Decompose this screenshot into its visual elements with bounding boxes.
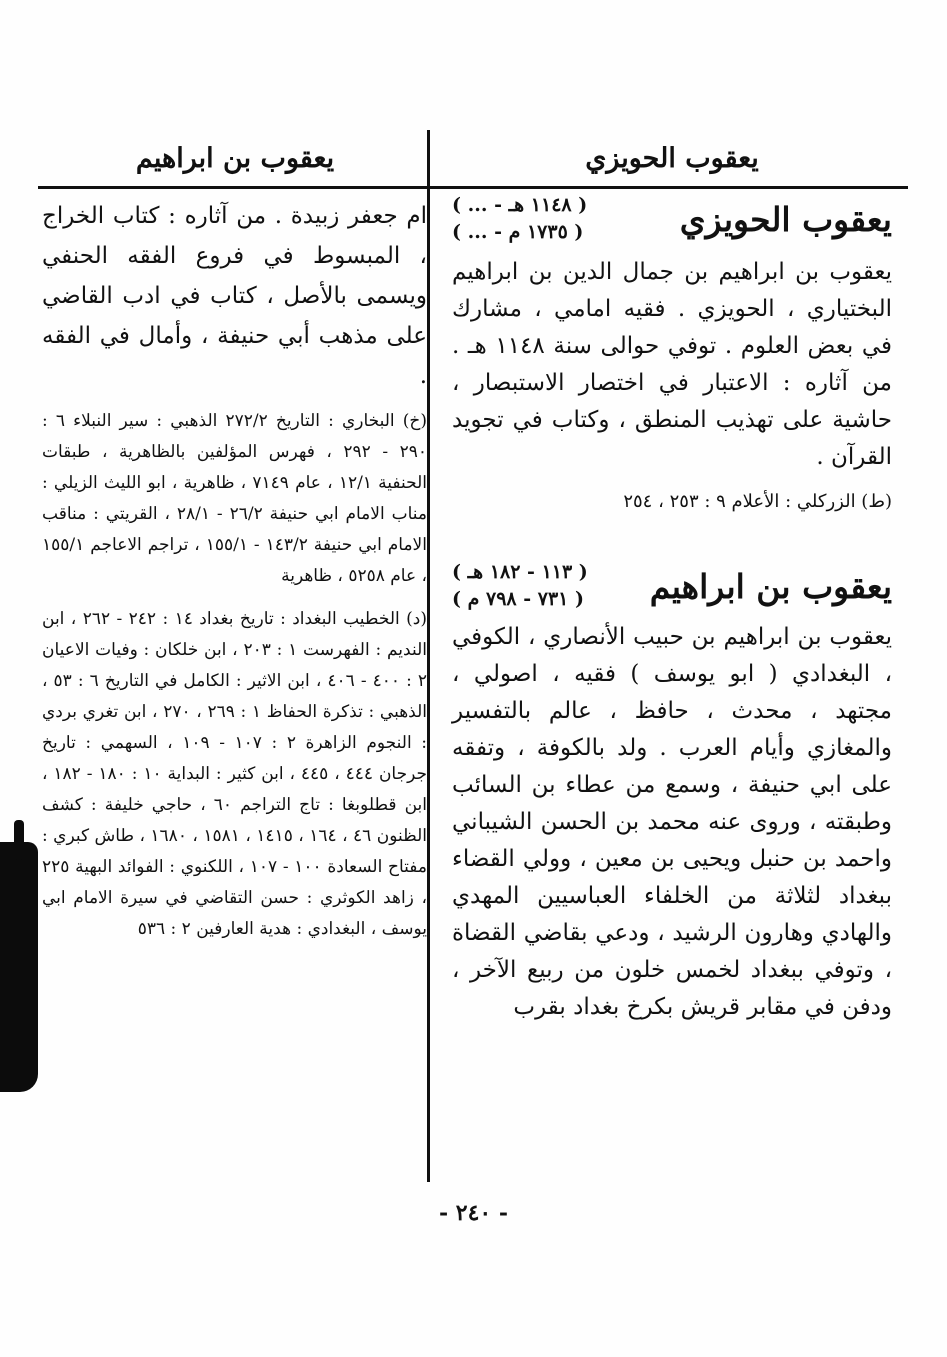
- entry-name: يعقوب الحويزي: [679, 199, 892, 239]
- entry-references: (ط) الزركلي : الأعلام ٩ : ٢٥٣ ، ٢٥٤: [623, 491, 892, 512]
- dates-hijri: ( ١١٣ - ١٨٢ هـ ): [452, 561, 588, 583]
- entry-body: يعقوب بن ابراهيم بن حبيب الأنصاري ، الكوفي ، البغدادي ( ابو يوسف ) فقيه ، اصولي ، مجتهد ، محدث ، حافظ ، عالم بالتفسير والمغازي وأيام العرب . ولد بالكوفة ، وتفقه على ابي حنيفة ، وسمع من عطاء بن السائب وطبقته ، وروى عنه محمد بن الحسن الشيباني واحمد بن حنبل ويحيى بن معين ، وولي القضاء ببغداد لثلاثة من الخلفاء العباسيين المهدي والهادي وهارون الرشيد ، ودعي بقاضي القضاة ، وتوفي ببغداد لخمس خلون من ربيع الآخر ، ودفن في مقابر قريش بكرخ بغداد بقرب: [452, 624, 892, 1020]
- left-column: [42, 196, 427, 945]
- entry-body: يعقوب بن ابراهيم بن جمال الدين بن ابراهيم البختياري ، الحويزي . فقيه امامي ، مشارك في بعض العلوم . توفي حوالى سنة ١١٤٨ هـ . من آثاره : الاعتبار في اختصار الاستبصار ، حاشية على تهذيب المنطق ، وكتاب في تجويد القرآن .: [452, 259, 892, 470]
- scan-edge-mark: [0, 842, 38, 1092]
- entry-heading: [452, 192, 892, 246]
- running-header-right: يعقوب الحويزي: [585, 143, 759, 174]
- dates-hijri: ( ... - ١١٤٨ هـ ): [452, 194, 588, 216]
- entry-dates: [452, 559, 588, 613]
- scan-edge-mark: [14, 820, 24, 860]
- running-header-left: يعقوب بن ابراهيم: [135, 143, 335, 174]
- entry-continuation: ام جعفر زبيدة . من آثاره : كتاب الخراج ، المبسوط في فروع الفقه الحنفي ويسمى بالأصل ، كتاب في ادب القاضي على مذهب أبي حنيفة ، وأمال في الفقه .: [42, 203, 427, 389]
- entry-dates: [452, 192, 587, 246]
- dates-gregorian: ( ... - ١٧٣٥ م ): [452, 221, 584, 243]
- references-kh: (خ) البخاري : التاريخ ٢٧٢/٢ الذهبي : سير النبلاء ٦ : ٢٩٠ - ٢٩٢ ، فهرس المؤلفين بالظاهرية ، طبقات الحنفية ١٢/١ ، عام ٧١٤٩ ، ظاهرية ، ابو الليث الزيلي : مناب الامام ابي حنيفة ٢٦/٢ - ٢٨/١ ، القريتي : مناقب الامام ابي حنيفة ١٤٣/٢ - ١٥٥/١ ، تراجم الاعاجم ١٥٥/١ ، عام ٥٢٥٨ ، ظاهرية: [42, 411, 428, 586]
- column-divider: [427, 130, 430, 1182]
- entry-heading: [452, 559, 892, 613]
- dates-gregorian: ( ٧٣١ - ٧٩٨ م ): [452, 588, 584, 610]
- header-rule: [38, 186, 908, 189]
- right-column: [452, 192, 892, 1026]
- entry-name: يعقوب بن ابراهيم: [649, 566, 892, 606]
- page-number: - ٢٤٠ -: [438, 1200, 509, 1226]
- references-d: (د) الخطيب البغداد : تاريخ بغداد ١٤ : ٢٤٢ - ٢٦٢ ، ابن النديم : الفهرست ١ : ٢٠٣ ، ابن خلكان : وفيات الاعيان ٢ : ٤٠٠ - ٤٠٦ ، ابن الاثير : الكامل في التاريخ ٦ : ٥٣ ، الذهبي : تذكرة الحفاظ ١ : ٢٦٩ ، ٢٧٠ ، ابن تغري بردي : النجوم الزاهرة ٢ : ١٠٧ - ١٠٩ ، السهمي : تاريخ جرجان ٤٤٤ ، ٤٤٥ ، ابن كثير : البداية ١٠ : ١٨٠ - ١٨٢ ، ابن قطلوبغا : تاج التراجم ٦٠ ، حاجي خليفة : كشف الظنون ٤٦ ، ١٦٤ ، ١٤١٥ ، ١٥٨١ ، ١٦٨٠ ، طاش كبري : مفتاح السعادة ١٠٠ - ١٠٧ ، اللكنوي : الفوائد البهية ٢٢٥ ، زاهد الكوثري : حسن التقاضي في سيرة الامام ابي يوسف ، البغدادي : هدية العارفين ٢ : ٥٣٦: [42, 609, 428, 939]
